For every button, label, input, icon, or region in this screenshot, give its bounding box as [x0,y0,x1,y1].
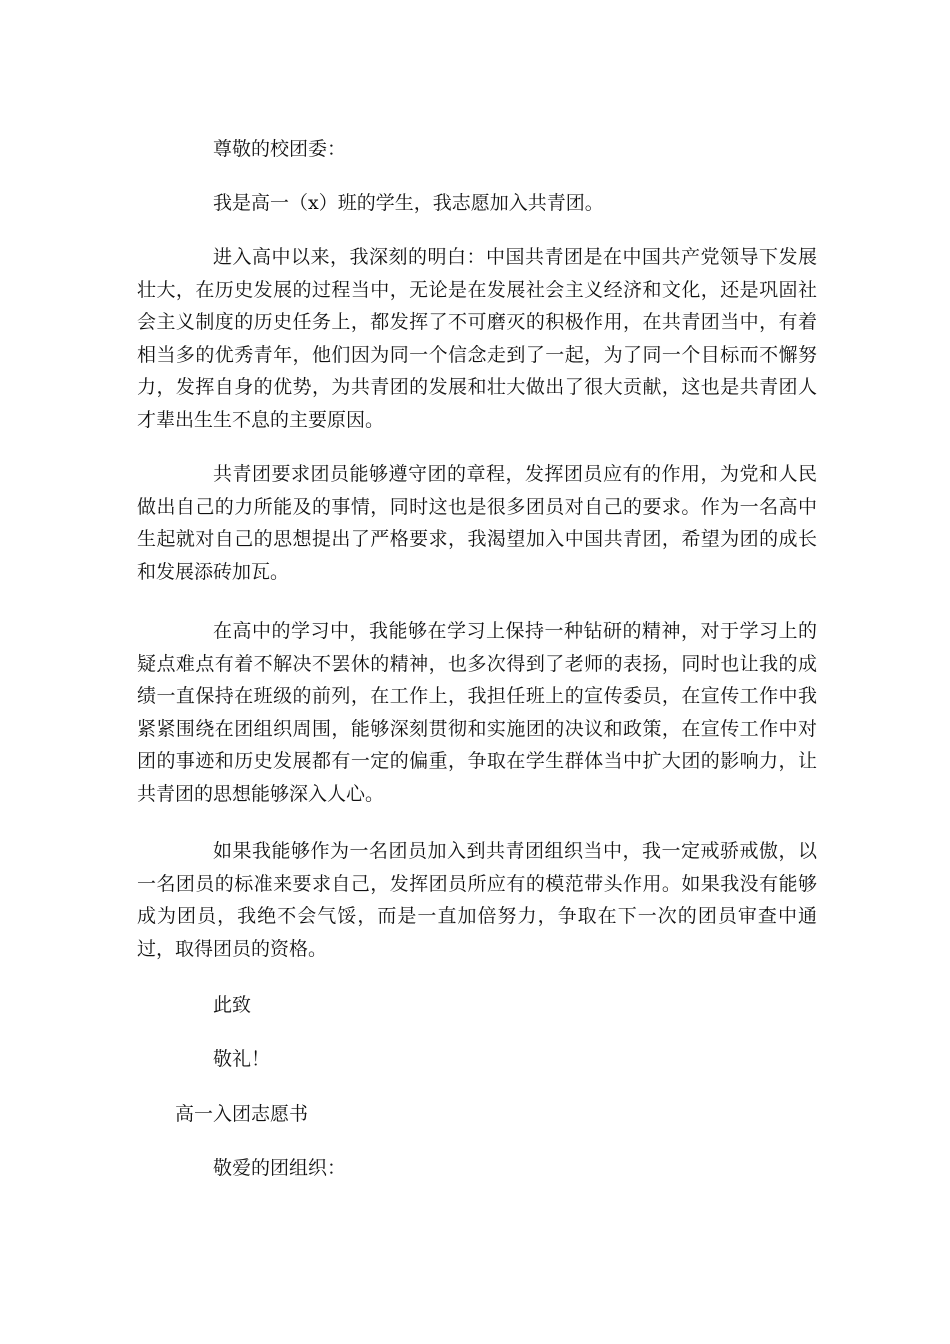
paragraph-1: 进入高中以来，我深刻的明白：中国共青团是在中国共产党领导下发展壮大，在历史发展的过程当中，无论是在发展社会主义经济和文化，还是巩固社会主义制度的历史任务上，都发挥了不可磨灭的积极作用，在共青团当中，有着相当多的优秀青年，他们因为同一个信念走到了一起，为了同一个目标而不懈努力，发挥自身的优势，为共青团的发展和壮大做出了很大贡献，这也是共青团人才辈出生生不息的主要原因。 [137,246,817,431]
salutation: 尊敬的校团委： [213,138,347,160]
paragraph-4: 如果我能够作为一名团员加入到共青团组织当中，我一定戒骄戒傲，以一名团员的标准来要求自己，发挥团员所应有的模范带头作用。如果我没有能够成为团员，我绝不会气馁，而是一直加倍努力，争取在下一次的团员审查中通过，取得团员的资格。 [137,840,817,960]
paragraph-2: 共青团要求团员能够遵守团的章程，发挥团员应有的作用，为党和人民做出自己的力所能及的事情，同时这也是很多团员对自己的要求。作为一名高中生起就对自己的思想提出了严格要求，我渴望加入中国共青团，希望为团的成长和发展添砖加瓦。 [137,463,817,583]
paragraph-3: 在高中的学习中，我能够在学习上保持一种钻研的精神，对于学习上的疑点难点有着不解决不罢休的精神，也多次得到了老师的表扬，同时也让我的成绩一直保持在班级的前列，在工作上，我担任班上的宣传委员，在宣传工作中我紧紧围绕在团组织周围，能够深刻贯彻和实施团的决议和政策，在宣传工作中对团的事迹和历史发展都有一定的偏重，争取在学生群体当中扩大团的影响力，让共青团的思想能够深入人心。 [137,620,817,805]
intro-line: 我是高一（x）班的学生，我志愿加入共青团。 [213,192,604,214]
closing-jingli: 敬礼！ [213,1048,271,1070]
next-document-title: 高一入团志愿书 [175,1103,309,1125]
closing-cizhi: 此致 [213,994,252,1016]
next-salutation: 敬爱的团组织： [213,1157,347,1179]
